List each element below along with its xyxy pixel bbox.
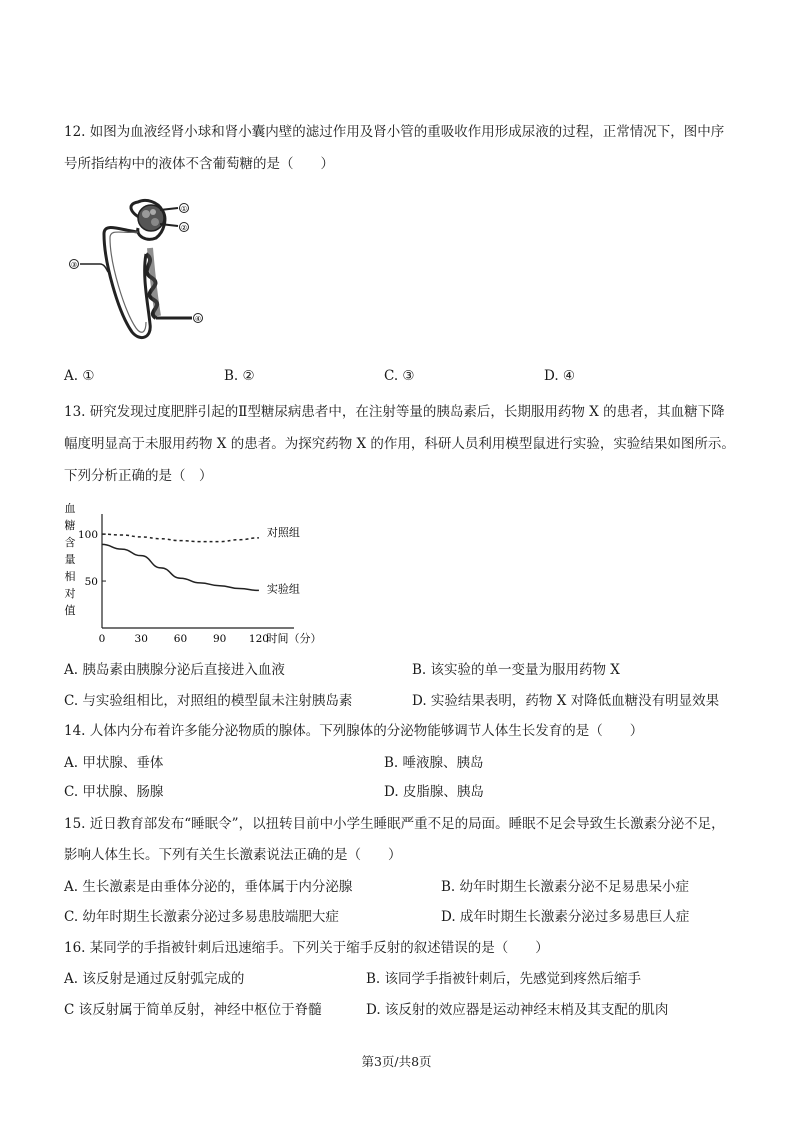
q15-option-a[interactable]: A. 生长激素是由垂体分泌的，垂体属于内分泌腺 bbox=[64, 879, 353, 895]
nephron-label-3: ③ bbox=[70, 261, 78, 269]
y-tick-label: 100 bbox=[77, 529, 98, 542]
q15-option-c[interactable]: C. 幼年时期生长激素分泌过多易患肢端肥大症 bbox=[64, 909, 339, 925]
nephron-diagram bbox=[60, 192, 220, 357]
series-line-control bbox=[102, 534, 259, 542]
q16-option-d[interactable]: D. 该反射的效应器是运动神经末梢及其支配的肌肉 bbox=[366, 1002, 669, 1018]
q13-stem-line3: 下列分析正确的是（ ） bbox=[64, 468, 213, 484]
q15-option-b[interactable]: B. 幼年时期生长激素分泌不足易患呆小症 bbox=[441, 879, 690, 895]
blood-glucose-chart bbox=[60, 500, 350, 650]
nephron-label-1: ① bbox=[180, 205, 188, 213]
series-label: 实验组 bbox=[266, 582, 300, 596]
y-axis-label-char: 血 bbox=[64, 502, 76, 515]
x-tick-label: 0 bbox=[98, 633, 106, 645]
q13-stem-line1: 13. 研究发现过度肥胖引起的Ⅱ型糖尿病患者中，在注射等量的胰岛素后，长期服用药物 X 的患者，其血糖下降 bbox=[64, 404, 725, 420]
y-tick-label: 50 bbox=[84, 576, 98, 589]
q13-stem-line2: 幅度明显高于未服用药物 X 的患者。为探究药物 X 的作用，科研人员利用模型鼠进行实验，实验结果如图所示。 bbox=[64, 436, 735, 452]
q16-option-c[interactable]: C 该反射属于简单反射，神经中枢位于脊髓 bbox=[64, 1002, 322, 1018]
y-axis-label-char: 含 bbox=[64, 536, 76, 549]
y-axis-label-char: 量 bbox=[64, 553, 76, 566]
q14-stem-line1: 14. 人体内分布着许多能分泌物质的腺体。下列腺体的分泌物能够调节人体生长发育的是（ ） bbox=[64, 723, 644, 739]
q14-option-a[interactable]: A. 甲状腺、垂体 bbox=[64, 755, 164, 771]
series-label: 对照组 bbox=[266, 525, 300, 539]
q14-option-b[interactable]: B. 唾液腺、胰岛 bbox=[384, 755, 484, 771]
q13-option-b[interactable]: B. 该实验的单一变量为服用药物 X bbox=[412, 662, 620, 678]
x-tick-label: 30 bbox=[134, 633, 148, 645]
q12-option-d[interactable]: D. ④ bbox=[544, 368, 576, 384]
x-tick-label: 120 bbox=[248, 633, 269, 645]
y-axis-label-char: 糖 bbox=[64, 519, 76, 532]
page-footer: 第3页/共8页 bbox=[361, 1054, 432, 1069]
q15-option-d[interactable]: D. 成年时期生长激素分泌过多易患巨人症 bbox=[441, 909, 690, 925]
y-axis-label-char: 相 bbox=[64, 570, 76, 583]
q13-option-d[interactable]: D. 实验结果表明，药物 X 对降低血糖没有明显效果 bbox=[412, 693, 720, 709]
q14-option-c[interactable]: C. 甲状腺、肠腺 bbox=[64, 784, 164, 800]
x-axis-label: 时间（分） bbox=[266, 632, 322, 645]
y-axis-label-char: 值 bbox=[64, 604, 76, 617]
x-tick-label: 60 bbox=[173, 633, 188, 645]
q13-option-c[interactable]: C. 与实验组相比，对照组的模型鼠未注射胰岛素 bbox=[64, 693, 353, 709]
nephron-label-2: ② bbox=[180, 224, 188, 232]
y-axis-label-char: 对 bbox=[64, 587, 76, 600]
x-tick-label: 90 bbox=[213, 633, 227, 645]
q14-option-d[interactable]: D. 皮脂腺、胰岛 bbox=[384, 784, 484, 800]
series-line-experimental bbox=[102, 544, 259, 590]
q16-option-b[interactable]: B. 该同学手指被针刺后，先感觉到疼然后缩手 bbox=[366, 971, 642, 987]
q15-stem-line1: 15. 近日教育部发布“睡眠令”，以扭转目前中小学生睡眠严重不足的局面。睡眠不足会导致生长激素分泌不足， bbox=[64, 816, 725, 832]
q12-option-a[interactable]: A. ① bbox=[64, 368, 95, 384]
q16-option-a[interactable]: A. 该反射是通过反射弧完成的 bbox=[64, 971, 245, 987]
q12-option-c[interactable]: C. ③ bbox=[384, 368, 415, 384]
q12-option-b[interactable]: B. ② bbox=[224, 368, 255, 384]
q12-stem-line1: 12. 如图为血液经肾小球和肾小囊内壁的滤过作用及肾小管的重吸收作用形成尿液的过程，正常情况下，图中序 bbox=[64, 124, 725, 140]
nephron-label-4: ④ bbox=[194, 315, 202, 323]
q16-stem-line1: 16. 某同学的手指被针刺后迅速缩手。下列关于缩手反射的叙述错误的是（ ） bbox=[64, 940, 549, 956]
glomerulus-figure bbox=[131, 200, 165, 239]
q15-stem-line2: 影响人体生长。下列有关生长激素说法正确的是（ ） bbox=[64, 847, 402, 863]
q12-stem-line2: 号所指结构中的液体不含葡萄糖的是（ ） bbox=[64, 156, 334, 172]
q13-option-a[interactable]: A. 胰岛素由胰腺分泌后直接进入血液 bbox=[64, 662, 285, 678]
